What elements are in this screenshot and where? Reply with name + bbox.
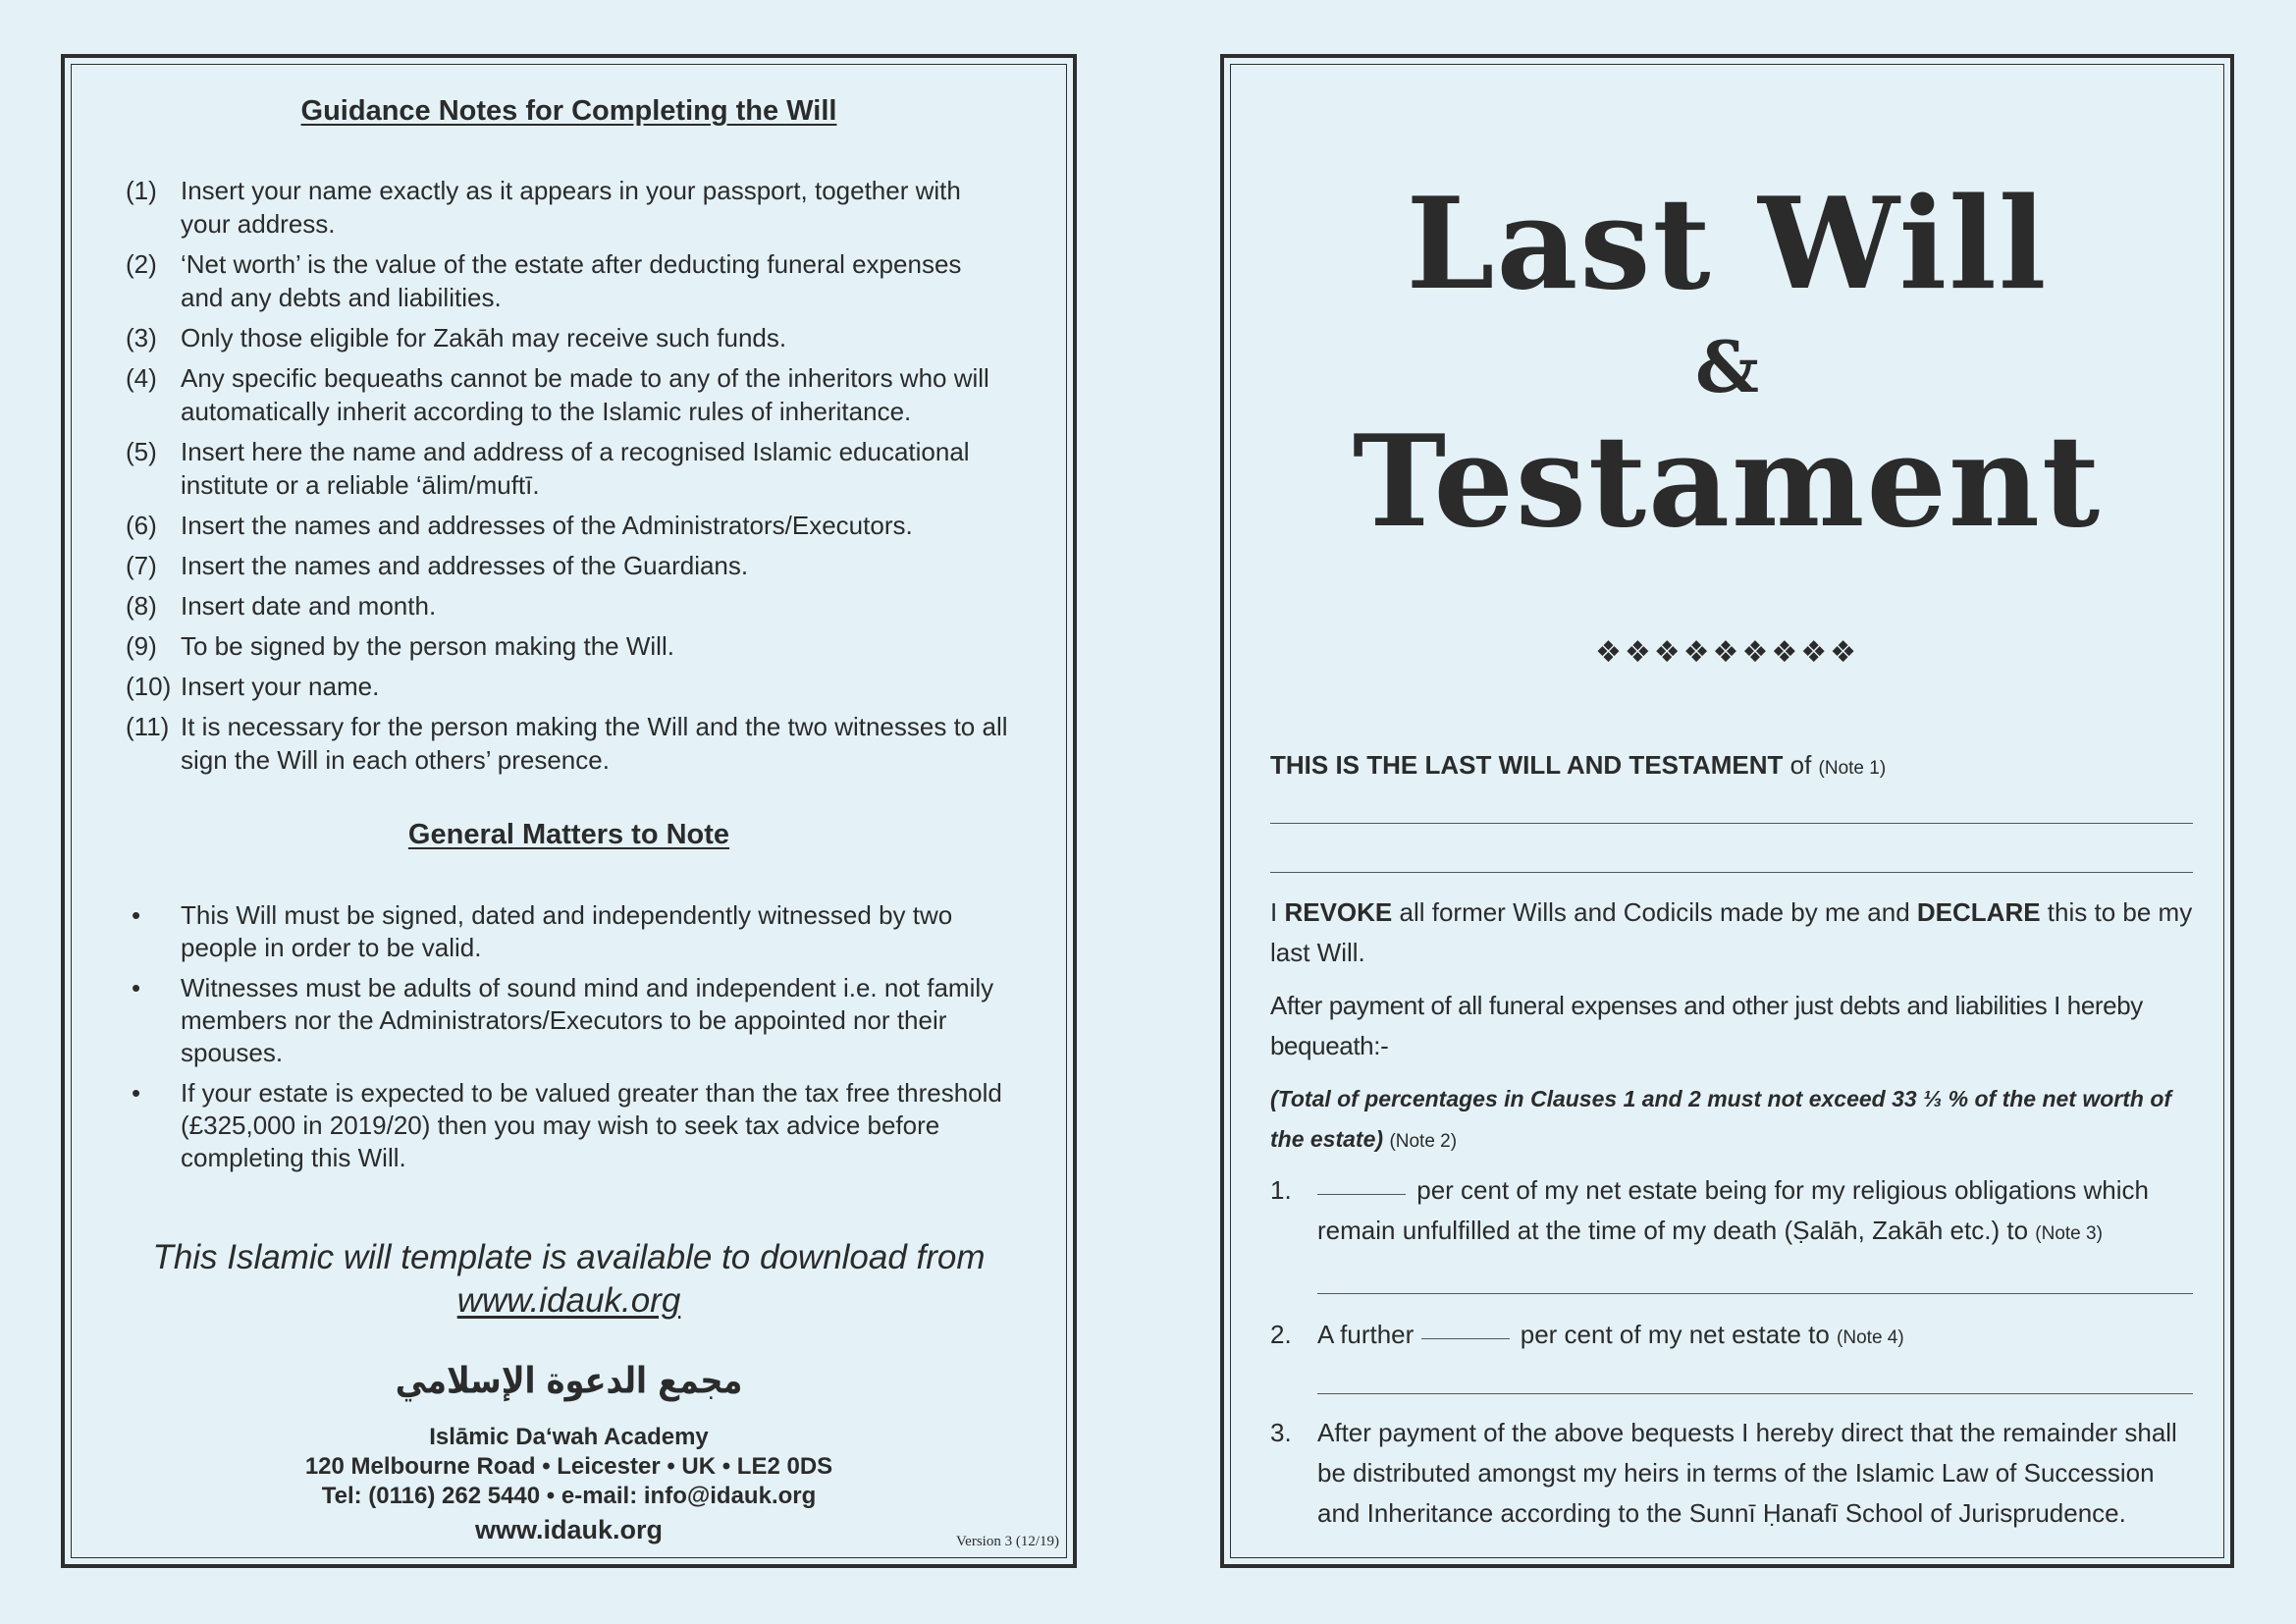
guidance-note-item	[126, 174, 1009, 241]
ornament-divider: ❖❖❖❖❖❖❖❖❖	[1594, 635, 1860, 670]
note-1-ref: (Note 1)	[1818, 758, 1887, 779]
general-matter-item	[126, 972, 1009, 1069]
general-matter-item	[126, 1077, 1009, 1174]
promo-link[interactable]: www.idauk.org	[456, 1281, 681, 1320]
guidance-note-item	[126, 589, 1009, 623]
bullet-icon: •	[132, 1078, 141, 1108]
title-testament: Testament	[1352, 408, 2103, 556]
org-website[interactable]: www.idauk.org	[474, 1515, 664, 1544]
note-text: Any specific bequeaths cannot be made to any of the inheritors who will automatically inherit according to the Islamic rules of inheritance.	[181, 363, 989, 426]
guidance-panel	[61, 54, 1077, 1568]
guidance-note-item	[126, 361, 1009, 428]
note-3-ref: (Note 3)	[2035, 1223, 2103, 1244]
note-text: Insert your name exactly as it appears in your passport, together with your address.	[181, 176, 961, 239]
note-number: (5)	[126, 437, 157, 466]
note-number: (1)	[126, 176, 157, 205]
note-number: (7)	[126, 551, 157, 580]
note-text: Insert your name.	[181, 672, 380, 701]
general-matter-item	[126, 899, 1009, 964]
will-intro	[1270, 745, 2193, 788]
guidance-note-item	[126, 435, 1009, 502]
name-line-2[interactable]	[1270, 872, 2193, 873]
logo-arabic-calligraphy: مجمع الدعوة الإسلامي	[395, 1359, 743, 1402]
guidance-note-item	[126, 509, 1009, 542]
note-number: (8)	[126, 591, 157, 621]
download-promo	[65, 1236, 1073, 1323]
percentage-note-text: (Total of percentages in Clauses 1 and 2 must not exceed 33 ⅓ % of the net worth of the estate)	[1270, 1086, 2172, 1152]
after-payment-paragraph: After payment of all funeral expenses and other just debts and liabilities I hereby bequeath:-	[1270, 991, 2143, 1060]
guidance-note-item	[126, 321, 1009, 354]
note-text: It is necessary for the person making the Will and the two witnesses to all sign the Will in each others’ presence.	[181, 712, 1008, 775]
intro-of: of	[1783, 750, 1819, 780]
academy-logo	[65, 1359, 1073, 1402]
note-number: (2)	[126, 249, 157, 279]
name-line-1[interactable]	[1270, 823, 2193, 824]
clause-2-percent-blank[interactable]	[1421, 1337, 1510, 1339]
note-text: Insert the names and addresses of the Administrators/Executors.	[181, 511, 913, 540]
intro-heading: THIS IS THE LAST WILL AND TESTAMENT	[1270, 750, 1784, 780]
revoke-mid: all former Wills and Codicils made by me and	[1392, 897, 1917, 927]
clause-3-text: After payment of the above bequests I hereby direct that the remainder shall be distributed amongst my heirs in terms of the Islamic Law of Succession and Inheritance according to the Sunnī Ḥanafī School of Jurisprudence.	[1317, 1418, 2177, 1528]
general-matters-heading: General Matters to Note	[407, 819, 730, 850]
note-4-ref: (Note 4)	[1837, 1327, 1904, 1348]
title-last-will: Last Will	[1406, 171, 2049, 318]
guidance-note-item	[126, 549, 1009, 582]
note-text: Insert date and month.	[181, 591, 437, 621]
clause-2-pre: A further	[1317, 1320, 1415, 1349]
clause-1-text: per cent of my net estate being for my religious obligations which remain unfulfilled at the time of my death (Ṣalāh, Zakāh etc.) to	[1317, 1175, 2149, 1245]
guidance-heading: Guidance Notes for Completing the Will	[300, 95, 837, 127]
note-2-ref: (Note 2)	[1389, 1131, 1458, 1152]
guidance-note-item	[126, 710, 1009, 777]
note-number: (11)	[126, 712, 170, 741]
promo-text: This Islamic will template is available to download from	[152, 1238, 986, 1276]
revoke-bold: REVOKE	[1284, 897, 1393, 927]
clause-2-text: per cent of my net estate to	[1520, 1320, 1830, 1349]
org-contact: Tel: (0116) 262 5440 • e-mail: info@idauk.org	[321, 1483, 817, 1509]
note-number: (4)	[126, 363, 157, 393]
clause-2-recipient-line[interactable]	[1317, 1393, 2193, 1394]
guidance-note-item	[126, 670, 1009, 703]
clause-2	[1270, 1315, 2193, 1358]
clause-1-percent-blank[interactable]	[1317, 1193, 1406, 1195]
percentage-note	[1270, 1079, 2193, 1162]
clause-1-number: 1.	[1270, 1175, 1292, 1205]
guidance-note-item	[126, 247, 1009, 314]
general-matter-text: Witnesses must be adults of sound mind and independent i.e. not family members nor the Administrators/Executors to be appointed nor their spouses.	[181, 973, 994, 1067]
note-number: (6)	[126, 511, 157, 540]
org-name: Islāmic Da‘wah Academy	[429, 1424, 709, 1450]
org-address: 120 Melbourne Road • Leicester • UK • LE2 0DS	[304, 1453, 833, 1480]
clause-3	[1270, 1413, 2193, 1534]
note-number: (10)	[126, 672, 172, 701]
title-ampersand: &	[1694, 325, 1759, 408]
revoke-paragraph	[1270, 893, 2193, 973]
general-matter-text: This Will must be signed, dated and independently witnessed by two people in order to be valid.	[181, 900, 953, 962]
general-matters-list	[126, 899, 1009, 1182]
note-number: (3)	[126, 323, 157, 352]
note-text: ‘Net worth’ is the value of the estate after deducting funeral expenses and any debts and liabilities.	[181, 249, 962, 312]
note-text: Insert the names and addresses of the Guardians.	[181, 551, 749, 580]
general-matter-text: If your estate is expected to be valued greater than the tax free threshold (£325,000 in 2019/20) then you may wish to seek tax advice before completing this Will.	[181, 1078, 1002, 1172]
declare-bold: DECLARE	[1916, 897, 2041, 927]
revoke-i: I	[1270, 897, 1285, 927]
guidance-notes-list	[126, 174, 1009, 784]
note-number: (9)	[126, 631, 157, 661]
note-text: Only those eligible for Zakāh may receive such funds.	[181, 323, 787, 352]
will-panel	[1220, 54, 2234, 1568]
note-text: Insert here the name and address of a recognised Islamic educational institute or a reliable ‘ālim/muftī.	[181, 437, 970, 500]
clause-3-number: 3.	[1270, 1418, 1292, 1447]
note-text: To be signed by the person making the Will.	[181, 631, 674, 661]
clause-2-number: 2.	[1270, 1320, 1292, 1349]
clause-1-recipient-line[interactable]	[1317, 1293, 2193, 1294]
bullet-icon: •	[132, 900, 141, 930]
bullet-icon: •	[132, 973, 141, 1002]
version-label: Version 3 (12/19)	[956, 1534, 1059, 1549]
clause-1	[1270, 1170, 2193, 1254]
revoke-end: this to be my last Will.	[1270, 897, 2193, 967]
guidance-note-item	[126, 629, 1009, 663]
